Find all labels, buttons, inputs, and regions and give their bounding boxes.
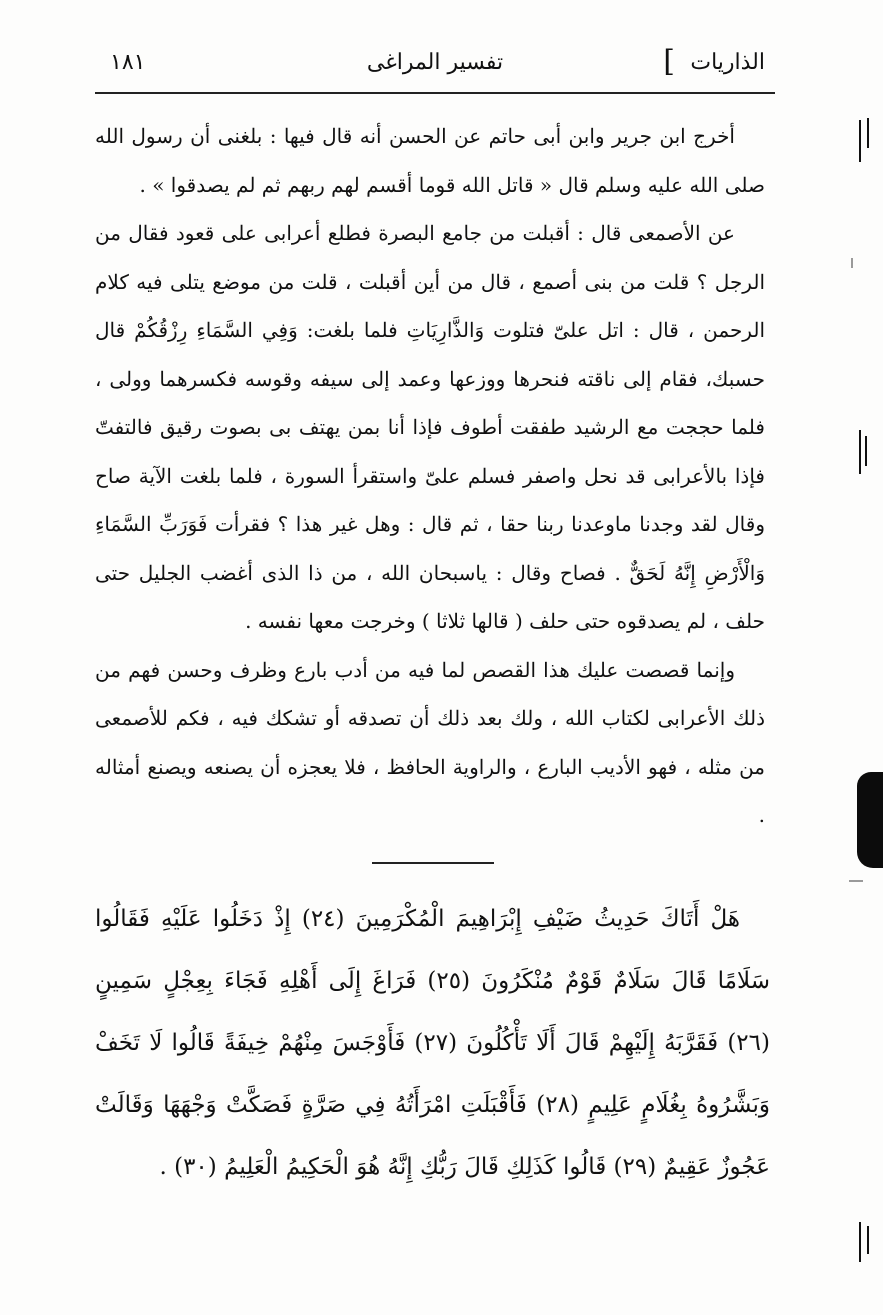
verses-text: هَلْ أَتَاكَ حَدِيثُ ضَيْفِ إِبْرَاهِيمَ الْمُكْرَمِينَ (٢٤) إِذْ دَخَلُوا عَلَيْهِ فَقَالُوا سَلَامًا قَالَ سَلَامٌ قَوْمٌ مُنْكَرُونَ (٢٥) فَرَاغَ إِلَى أَهْلِهِ فَجَاءَ بِعِجْلٍ سَمِينٍ (٢٦) فَقَرَّبَهُ إِلَيْهِمْ قَالَ أَلَا تَأْكُلُونَ (٢٧) فَأَوْجَسَ مِنْهُمْ خِيفَةً قَالُوا لَا تَخَفْ وَبَشَّرُوهُ بِغُلَامٍ عَلِيمٍ (٢٨) فَأَقْبَلَتِ امْرَأَتُهُ فِي صَرَّةٍ فَصَكَّتْ وَجْهَهَا وَقَالَتْ عَجُوزٌ عَقِيمٌ (٢٩) قَالُوا كَذَلِكِ قَالَ رَبُّكِ إِنَّهُ هُوَ الْحَكِيمُ الْعَلِيمُ (٣٠) . (95, 906, 771, 1180)
scan-edge-blot (857, 772, 883, 868)
page-number: ١٨١ (110, 50, 146, 75)
book-title: تفسير المراغى (366, 50, 504, 75)
quran-verses (95, 888, 770, 1198)
surah-name: الذاريات (690, 50, 765, 75)
margin-mark (859, 430, 861, 474)
margin-speck (849, 880, 863, 882)
paragraph-asmaee-story: عن الأصمعى قال : أقبلت من جامع البصرة فطلع أعرابى على قعود فقال من الرجل ؟ قلت من بنى أصمع ، قال من أين أقبلت ، قلت من موضع يتلى فيه كلام الرحمن ، قال : اتل علىّ فتلوت وَالذَّارِيَاتِ فلما بلغت: وَفِي السَّمَاءِ رِزْقُكُمْ قال حسبك، فقام إلى ناقته فنحرها ووزعها وعمد إلى سيفه وقوسه فكسرهما وولى ، فلما حججت مع الرشيد طفقت أطوف فإذا أنا بمن يهتف بى بصوت رقيق فالتفتّ فإذا بالأعرابى قد نحل واصفر فسلم علىّ واستقرأ السورة ، فلما بلغت الآية صاح وقال لقد وجدنا ماوعدنا ربنا حقا ، ثم قال : وهل غير هذا ؟ فقرأت فَوَرَبِّ السَّمَاءِ وَالْأَرْضِ إِنَّهُ لَحَقٌّ . فصاح وقال : ياسبحان الله ، من ذا الذى أغضب الجليل حتى حلف ، لم يصدقوه حتى حلف ( قالها ثلاثا ) وخرجت معها نفسه . (95, 221, 765, 633)
margin-mark (859, 120, 861, 162)
section-separator (372, 862, 494, 864)
margin-speck (851, 258, 853, 268)
paragraph-hadith: أخرج ابن جرير وابن أبى حاتم عن الحسن أنه قال فيها : بلغنى أن رسول الله صلى الله عليه وسلم قال « قاتل الله قوما أقسم لهم ربهم ثم لم يصدقوا » . (95, 124, 765, 197)
margin-mark (859, 1222, 861, 1262)
paragraph-author-note: وإنما قصصت عليك هذا القصص لما فيه من أدب بارع وظرف وحسن فهم من ذلك الأعرابى لكتاب الله ، ولك بعد ذلك أن تصدقه أو تشكك فيه ، فكم للأصمعى من مثله ، فهو الأديب البارع ، والراوية الحافظ ، فلا يعجزه أن يصنعه ويصنع أمثاله . (95, 657, 765, 827)
margin-mark (867, 118, 869, 148)
header-rule (95, 92, 775, 94)
margin-mark (865, 436, 867, 466)
commentary-text (95, 112, 765, 840)
page-header (95, 42, 775, 92)
margin-mark (867, 1226, 869, 1254)
header-bracket: ] (663, 44, 675, 79)
